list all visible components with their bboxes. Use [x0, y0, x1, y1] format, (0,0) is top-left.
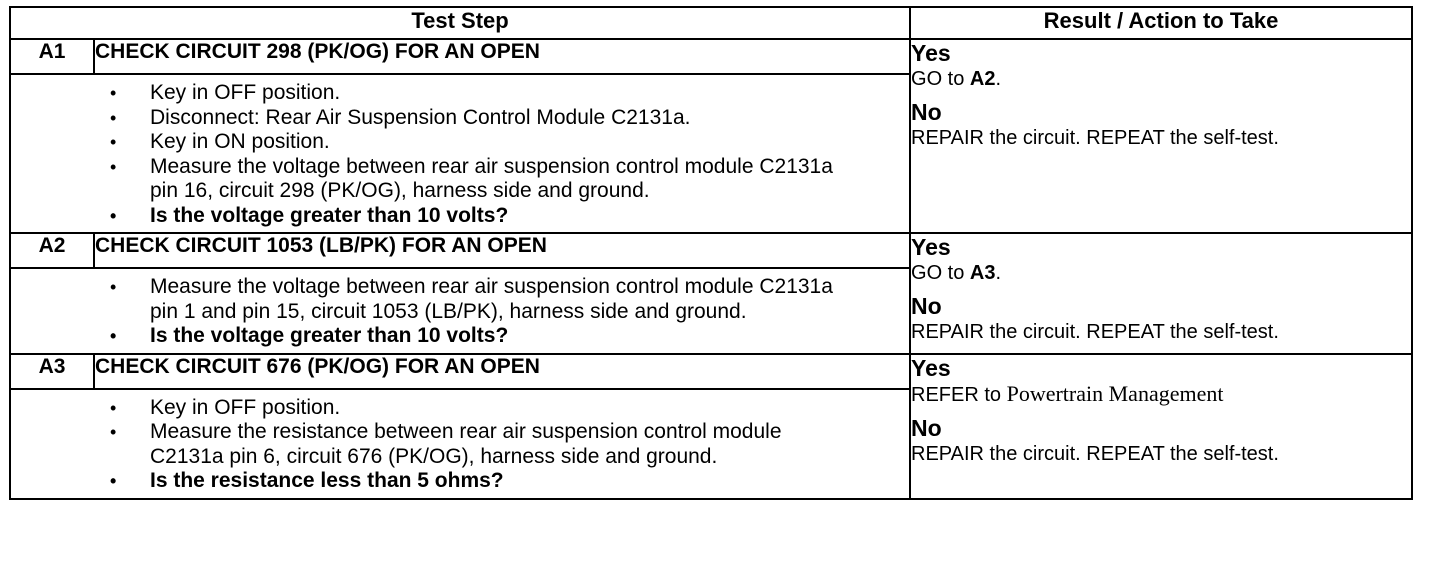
step-title: CHECK CIRCUIT 298 (PK/OG) FOR AN OPEN: [94, 39, 910, 74]
step-title: CHECK CIRCUIT 1053 (LB/PK) FOR AN OPEN: [94, 233, 910, 268]
yes-label: Yes: [911, 234, 951, 260]
bullet-icon: •: [110, 107, 117, 128]
step-instructions: [10, 74, 910, 233]
step-question: • Is the voltage greater than 10 volts?: [110, 324, 509, 347]
bullet-icon: •: [110, 422, 117, 442]
bullet-icon: •: [110, 397, 117, 418]
instruction-item: • Measure the voltage between rear air suspension control module C2131a pin 1 and pin 15, circuit 1053 (LB/PK), harness side and ground.: [110, 275, 833, 323]
test-step-header: Test Step: [10, 7, 910, 39]
bullet-icon: •: [110, 156, 117, 177]
step-title-row: [10, 354, 1412, 389]
result-action-header: Result / Action to Take: [910, 7, 1412, 39]
no-label: No: [911, 99, 942, 125]
step-question: • Is the resistance less than 5 ohms?: [110, 469, 504, 492]
yes-label: Yes: [911, 354, 951, 381]
bullet-icon: •: [110, 83, 117, 103]
bullet-icon: •: [110, 205, 117, 226]
step-question: • Is the voltage greater than 10 volts?: [110, 203, 509, 227]
step-a1: [10, 39, 1412, 233]
result-cell: [910, 354, 1412, 499]
test-procedure-table: [9, 6, 1413, 500]
instruction-item: • Disconnect: Rear Air Suspension Control Module C2131a.: [110, 105, 691, 129]
step-instructions: [10, 389, 910, 499]
bullet-icon: •: [110, 326, 117, 346]
step-id: A3: [10, 354, 94, 389]
instruction-item: • Measure the voltage between rear air suspension control module C2131a pin 16, circuit 298 (PK/OG), harness side and ground.: [110, 154, 833, 202]
step-a3: [10, 354, 1412, 499]
instruction-item: • Key in OFF position.: [110, 81, 341, 104]
bullet-icon: •: [110, 471, 117, 491]
step-title-row: [10, 233, 1412, 268]
header-row: [10, 7, 1412, 39]
step-title: CHECK CIRCUIT 676 (PK/OG) FOR AN OPEN: [94, 354, 910, 389]
yes-action: REFER to Powertrain Management: [911, 380, 1224, 406]
instruction-item: • Key in OFF position.: [110, 395, 341, 419]
instruction-item: • Key in ON position.: [110, 130, 330, 153]
no-label: No: [911, 414, 942, 441]
yes-action: GO to A3.: [911, 262, 1002, 284]
step-id: A1: [10, 39, 94, 74]
step-id: A2: [10, 233, 94, 268]
no-action: REPAIR the circuit. REPEAT the self-test.: [911, 321, 1279, 343]
step-a2: [10, 233, 1412, 354]
instruction-item: • Measure the resistance between rear air suspension control module C2131a pin 6, circuit 676 (PK/OG), harness side and ground.: [110, 420, 782, 468]
bullet-icon: •: [110, 277, 117, 297]
step-instructions: [10, 268, 910, 354]
yes-action: GO to A2.: [911, 68, 1002, 90]
no-action: REPAIR the circuit. REPEAT the self-test.: [911, 127, 1279, 149]
yes-label: Yes: [911, 40, 951, 66]
result-cell: [910, 233, 1412, 354]
bullet-icon: •: [110, 132, 117, 152]
no-action: REPAIR the circuit. REPEAT the self-test.: [911, 442, 1279, 465]
result-cell: [910, 39, 1412, 233]
no-label: No: [911, 293, 942, 319]
step-title-row: [10, 39, 1412, 74]
